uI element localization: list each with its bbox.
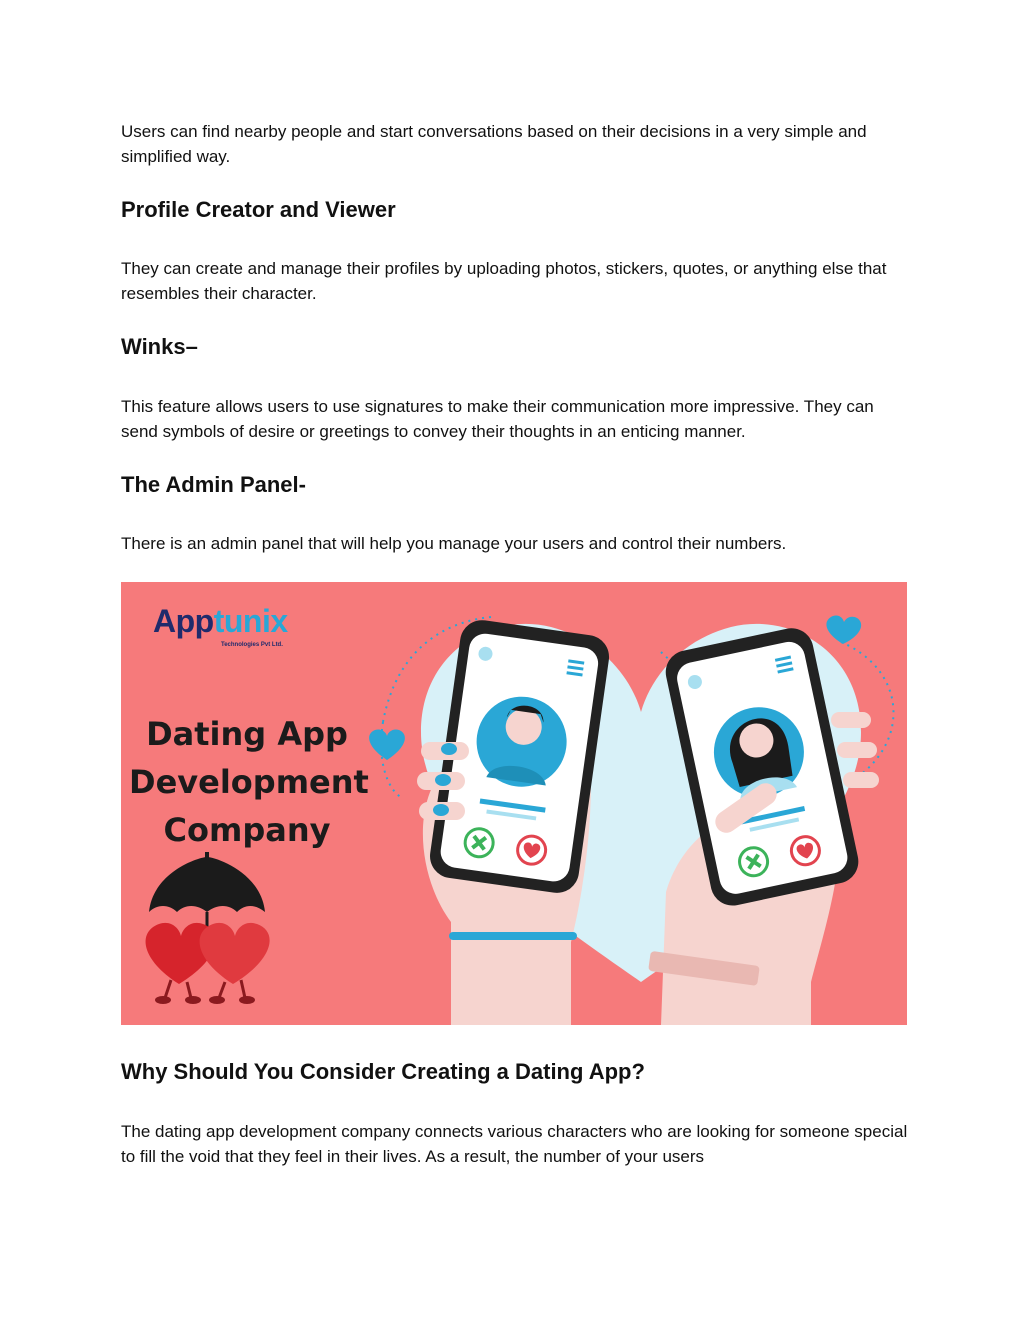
apptunix-logo: Apptunix Technologies Pvt Ltd. bbox=[153, 603, 288, 648]
paragraph-winks: This feature allows users to use signatures to make their communication more impressive. They can send symbols of desire or greetings to convey their thoughts in an enticing manner. bbox=[121, 397, 874, 441]
heading-profile-creator: Profile Creator and Viewer bbox=[121, 197, 396, 222]
small-heart-icon-right bbox=[826, 615, 861, 644]
banner-headline-line-3: Company bbox=[163, 811, 331, 849]
small-heart-icon-left bbox=[369, 729, 405, 760]
heading-admin-panel: The Admin Panel- bbox=[121, 472, 306, 497]
banner-headline bbox=[129, 710, 369, 854]
umbrella-hearts-mascot bbox=[146, 852, 270, 1004]
banner-headline-line-1: Dating App bbox=[146, 715, 348, 753]
paragraph-why-consider: The dating app development company connects various characters who are looking for someone special to fill the void that they feel in their lives. As a result, the number of your users bbox=[121, 1122, 908, 1166]
heading-winks: Winks– bbox=[121, 334, 198, 359]
intro-paragraph: Users can find nearby people and start conversations based on their decisions in a very simple and simplified way. bbox=[121, 122, 867, 166]
heading-why-consider: Why Should You Consider Creating a Dating App? bbox=[121, 1059, 645, 1084]
dating-app-banner-image bbox=[121, 582, 907, 1025]
paragraph-admin-panel: There is an admin panel that will help you manage your users and control their numbers. bbox=[121, 534, 787, 553]
paragraph-profile-creator: They can create and manage their profiles by uploading photos, stickers, quotes, or anything else that resembles their character. bbox=[121, 259, 887, 303]
banner-headline-line-2: Development bbox=[129, 763, 369, 801]
